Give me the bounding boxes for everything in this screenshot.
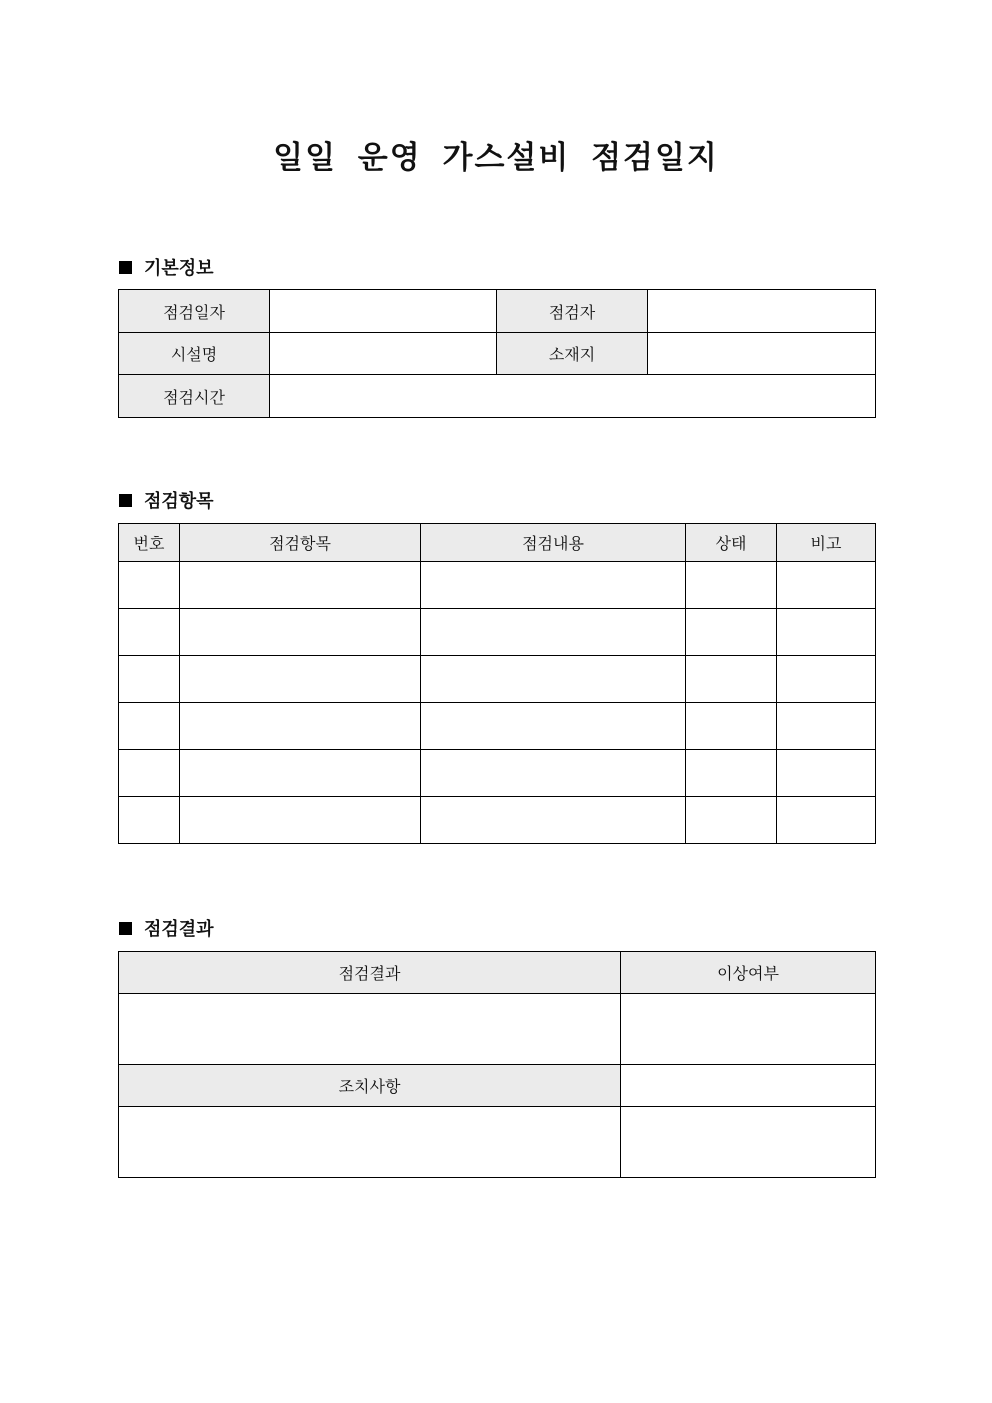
- page-title: 일일 운영 가스설비 점검일지: [273, 140, 719, 176]
- inspection-result-table: [118, 951, 876, 1178]
- cell-number[interactable]: [119, 797, 180, 844]
- cell-content[interactable]: [421, 703, 686, 750]
- cell-status[interactable]: [686, 797, 777, 844]
- field-action-side[interactable]: [621, 1065, 876, 1107]
- cell-content[interactable]: [421, 656, 686, 703]
- field-inspector[interactable]: [648, 290, 876, 333]
- cell-number[interactable]: [119, 562, 180, 609]
- label-result: 점검결과: [119, 952, 621, 994]
- col-header-content: 점검내용: [421, 524, 686, 562]
- cell-number[interactable]: [119, 750, 180, 797]
- inspection-items-table: [118, 523, 876, 844]
- cell-note[interactable]: [777, 703, 876, 750]
- square-bullet-icon: [119, 922, 132, 935]
- table-row: [119, 609, 876, 656]
- cell-content[interactable]: [421, 797, 686, 844]
- table-row: [119, 750, 876, 797]
- label-abnormal: 이상여부: [621, 952, 876, 994]
- cell-item[interactable]: [180, 703, 421, 750]
- field-date[interactable]: [270, 290, 497, 333]
- col-header-number: 번호: [119, 524, 180, 562]
- square-bullet-icon: [119, 261, 132, 274]
- cell-status[interactable]: [686, 609, 777, 656]
- col-header-status: 상태: [686, 524, 777, 562]
- label-location: 소재지: [497, 333, 648, 375]
- label-time: 점검시간: [119, 375, 270, 418]
- field-abnormal[interactable]: [621, 994, 876, 1065]
- cell-content[interactable]: [421, 562, 686, 609]
- cell-number[interactable]: [119, 656, 180, 703]
- cell-status[interactable]: [686, 750, 777, 797]
- basic-info-table: [118, 289, 876, 418]
- label-facility: 시설명: [119, 333, 270, 375]
- cell-item[interactable]: [180, 562, 421, 609]
- cell-note[interactable]: [777, 797, 876, 844]
- cell-number[interactable]: [119, 703, 180, 750]
- field-action-extra[interactable]: [621, 1107, 876, 1178]
- field-facility[interactable]: [270, 333, 497, 375]
- table-row: [119, 562, 876, 609]
- section-heading-items: [119, 487, 214, 513]
- table-row: [119, 656, 876, 703]
- col-header-note: 비고: [777, 524, 876, 562]
- cell-status[interactable]: [686, 703, 777, 750]
- section-heading-result-label: 점검결과: [144, 919, 214, 940]
- cell-status[interactable]: [686, 562, 777, 609]
- table-row: [119, 797, 876, 844]
- cell-number[interactable]: [119, 609, 180, 656]
- field-time[interactable]: [270, 375, 876, 418]
- field-action[interactable]: [119, 1107, 621, 1178]
- cell-item[interactable]: [180, 750, 421, 797]
- cell-note[interactable]: [777, 562, 876, 609]
- field-location[interactable]: [648, 333, 876, 375]
- label-inspector: 점검자: [497, 290, 648, 333]
- cell-item[interactable]: [180, 797, 421, 844]
- field-result[interactable]: [119, 994, 621, 1065]
- table-row: [119, 703, 876, 750]
- section-heading-basic: [119, 254, 214, 280]
- section-heading-items-label: 점검항목: [144, 491, 214, 512]
- cell-item[interactable]: [180, 656, 421, 703]
- cell-note[interactable]: [777, 656, 876, 703]
- cell-item[interactable]: [180, 609, 421, 656]
- section-heading-result: [119, 915, 214, 941]
- label-action: 조치사항: [119, 1065, 621, 1107]
- cell-note[interactable]: [777, 750, 876, 797]
- cell-content[interactable]: [421, 750, 686, 797]
- col-header-item: 점검항목: [180, 524, 421, 562]
- cell-status[interactable]: [686, 656, 777, 703]
- cell-note[interactable]: [777, 609, 876, 656]
- square-bullet-icon: [119, 494, 132, 507]
- cell-content[interactable]: [421, 609, 686, 656]
- label-date: 점검일자: [119, 290, 270, 333]
- section-heading-basic-label: 기본정보: [144, 258, 214, 279]
